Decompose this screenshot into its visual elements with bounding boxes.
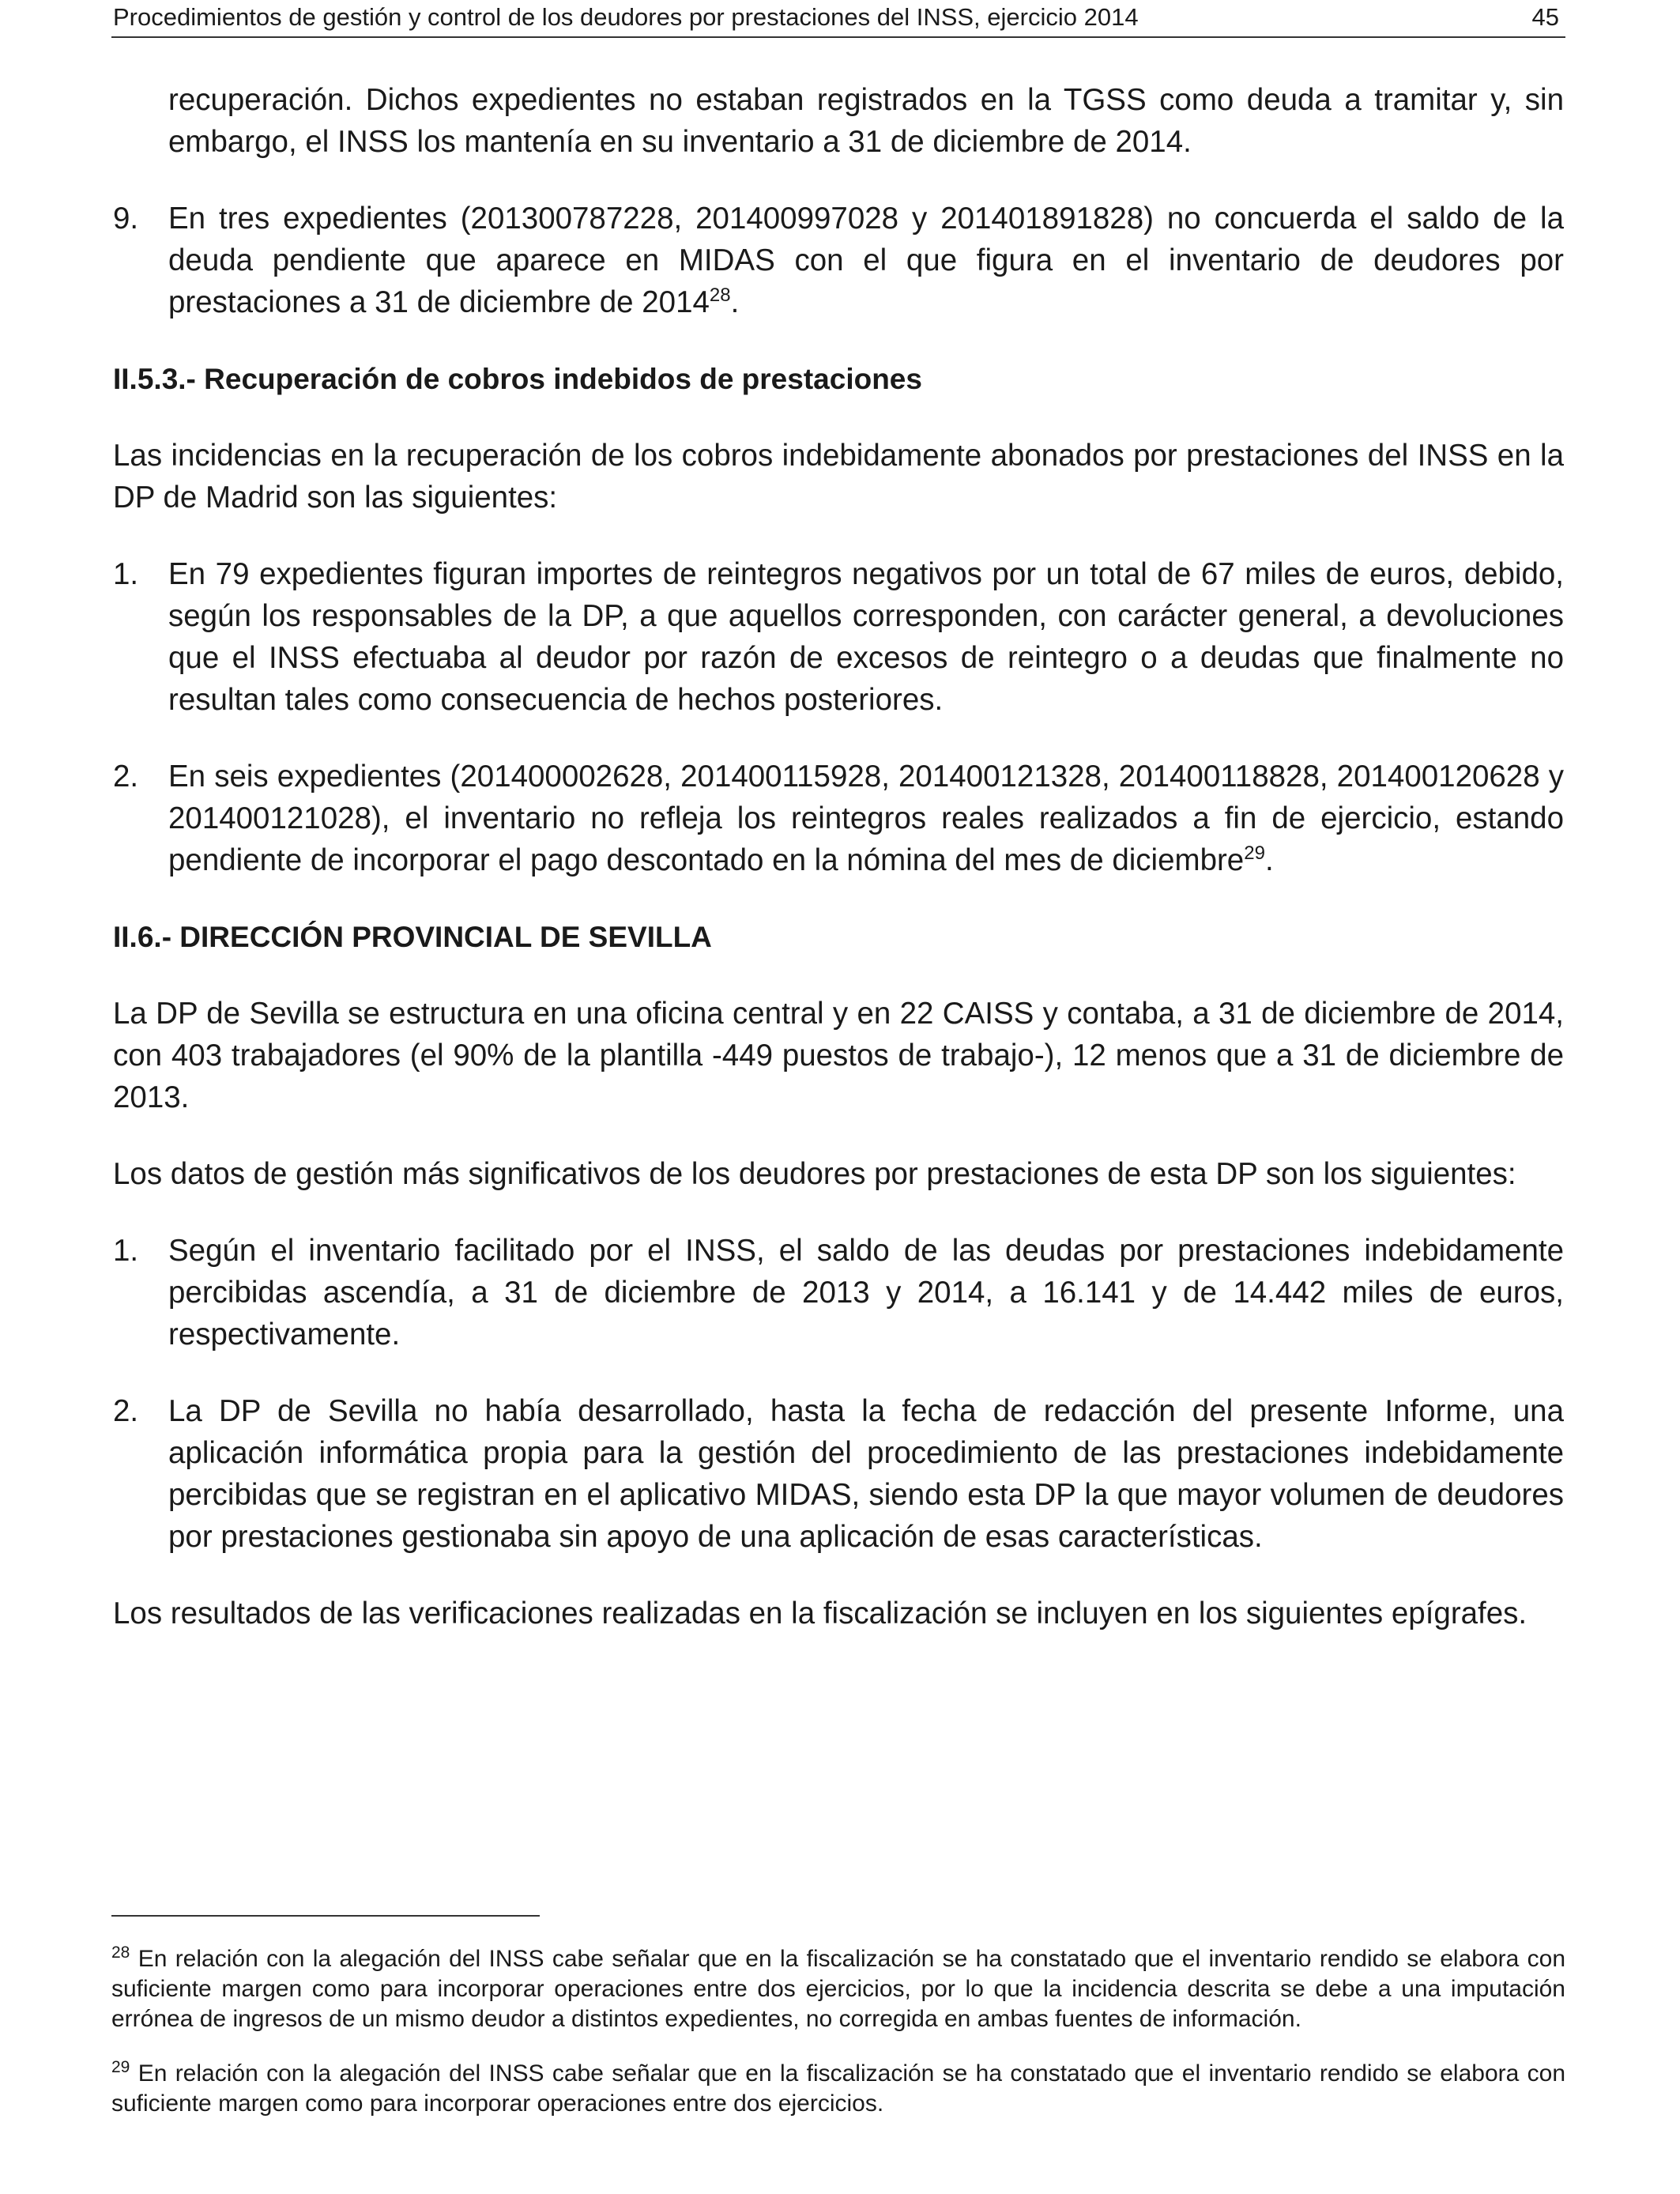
footnote-number: 29 — [111, 2058, 130, 2076]
item-text: En 79 expedientes figuran importes de reintegros negativos por un total de 67 miles de euros, debido, según los responsables de la DP, a que aquellos corresponden, con carácter general, a devoluciones que el INSS efectuaba al deudor por razón de excesos de reintegro o a deudas que finalmente no resultan tales como consecuencia de hechos posteriores. — [168, 557, 1564, 717]
section-intro: Las incidencias en la recuperación de los cobros indebidamente abonados por prestaciones del INSS en la DP de Madrid son las siguientes: — [113, 439, 1564, 515]
footnote-ref-28[interactable]: 28 — [709, 285, 731, 307]
body-content — [113, 79, 1564, 1669]
item-text: En seis expedientes (201400002628, 201400115928, 201400121328, 201400118828, 201400120628 y 201400121028), el inventario no refleja los reintegros reales realizados a fin de ejercicio, estando pendiente de incorporar el pago descontado en la nómina del mes de diciembre — [168, 760, 1564, 877]
section-heading-ii-6: II.6.- DIRECCIÓN PROVINCIAL DE SEVILLA — [113, 921, 712, 953]
header-title: Procedimientos de gestión y control de los deudores por prestaciones del INSS, ejercicio 2014 — [113, 3, 1139, 31]
list-item — [113, 1230, 1564, 1355]
paragraph: La DP de Sevilla se estructura en una oficina central y en 22 CAISS y contaba, a 31 de diciembre de 2014, con 403 trabajadores (el 90% de la plantilla -449 puestos de trabajo-), 12 menos que a 31 de diciembre de 2013. — [113, 997, 1564, 1114]
page-number: 45 — [1531, 3, 1559, 31]
item-number: 1. — [113, 1234, 139, 1268]
item-end: . — [1264, 843, 1274, 877]
running-header — [111, 0, 1565, 38]
item-text: Según el inventario facilitado por el INSS, el saldo de las deudas por prestaciones indebidamente percibidas ascendía, a 31 de diciembre de 2013 y 2014, a 16.141 y de 14.442 miles de euros, respectivamente. — [168, 1234, 1564, 1351]
footnote-divider — [111, 1915, 540, 1917]
item-number: 9. — [113, 202, 139, 236]
section-heading-ii-5-3: II.5.3.- Recuperación de cobros indebidos de prestaciones — [113, 363, 922, 395]
footnote-29 — [111, 2059, 1565, 2119]
list-item-9 — [113, 198, 1564, 323]
paragraph: Los datos de gestión más significativos de los deudores por prestaciones de esta DP son los siguientes: — [113, 1157, 1516, 1191]
item-number: 1. — [113, 557, 139, 591]
item-text: La DP de Sevilla no había desarrollado, hasta la fecha de redacción del presente Informe, una aplicación informática propia para la gestión del procedimiento de las prestaciones indebidamente percibidas que se registran en el aplicativo MIDAS, siendo esta DP la que mayor volumen de deudores por prestaciones gestionaba sin apoyo de una aplicación de esas características. — [168, 1394, 1564, 1554]
item-number: 2. — [113, 760, 139, 794]
footnotes — [111, 1944, 1565, 2143]
item-text: En tres expedientes (201300787228, 201400997028 y 201401891828) no concuerda el saldo de la deuda pendiente que aparece en MIDAS con el que figura en el inventario de deudores por prestaciones a 31 de diciembre de 2014 — [168, 202, 1564, 319]
footnote-number: 28 — [111, 1943, 130, 1962]
footnote-text: En relación con la alegación del INSS cabe señalar que en la fiscalización se ha constatado que el inventario rendido se elabora con suficiente margen como para incorporar operaciones entre dos ejercicios, por lo que la incidencia descrita se debe a una imputación errónea de ingresos de un mismo deudor a distintos expedientes, no corregida en ambas fuentes de información. — [111, 1946, 1566, 2032]
paragraph: Los resultados de las verificaciones realizadas en la fiscalización se incluyen en los siguientes epígrafes. — [113, 1596, 1527, 1630]
footnote-ref-29[interactable]: 29 — [1244, 843, 1265, 865]
footnote-28 — [111, 1944, 1565, 2034]
item-number: 2. — [113, 1394, 139, 1428]
list-item — [113, 756, 1564, 881]
footnote-text: En relación con la alegación del INSS cabe señalar que en la fiscalización se ha constatado que el inventario rendido se elabora con suficiente margen como para incorporar operaciones entre dos ejercicios. — [111, 2060, 1566, 2117]
continued-paragraph: recuperación. Dichos expedientes no estaban registrados en la TGSS como deuda a tramitar y, sin embargo, el INSS los mantenía en su inventario a 31 de diciembre de 2014. — [168, 83, 1564, 159]
list-item — [113, 1390, 1564, 1558]
list-item — [113, 553, 1564, 721]
item-end: . — [730, 285, 740, 319]
